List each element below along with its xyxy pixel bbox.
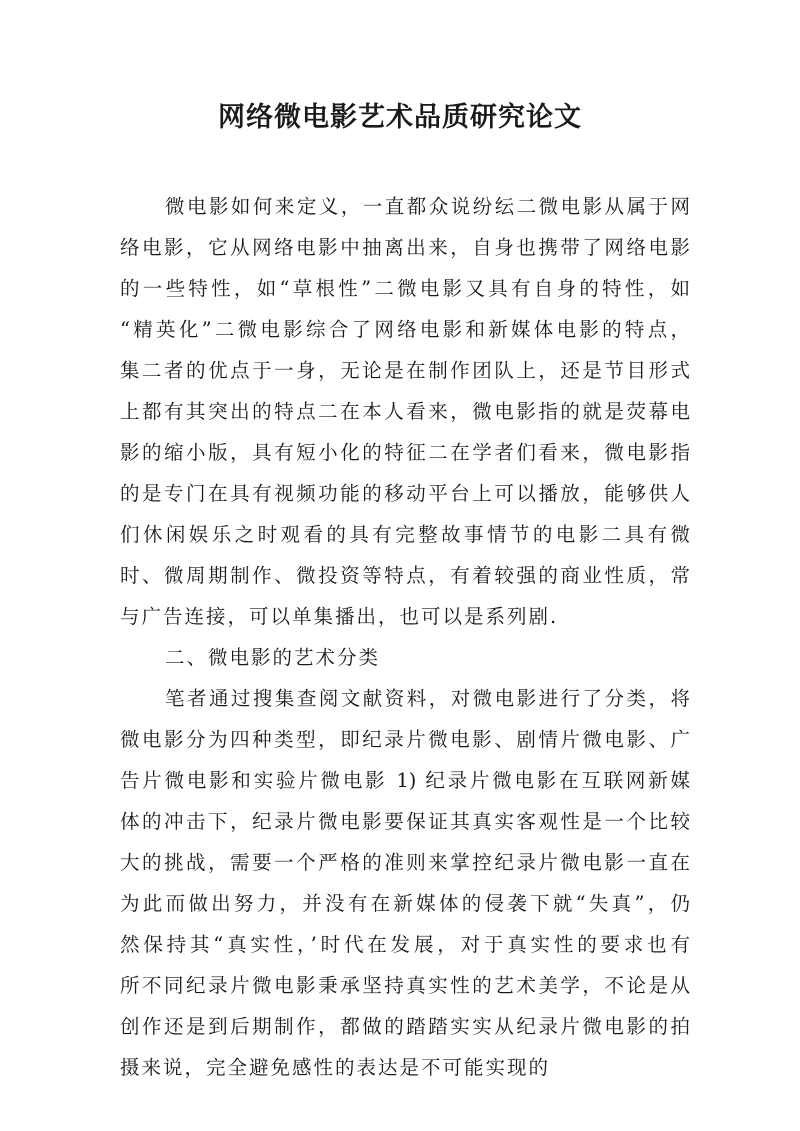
paragraph-1-line-1: 微电影如何来定义，一直都众说纷纭二微电影从属于网 [165,195,690,218]
paragraph-1-line-5: 集二者的优点于一身，无论是在制作团队上，还是节目形式 [120,359,690,382]
paragraph-3-line-8: 所不同纪录片微电影秉承坚持真实性的艺术美学，不论是从 [120,974,690,997]
paragraph-1-line-8: 的是专门在具有视频功能的移动平台上可以播放，能够供人 [120,482,690,505]
paragraph-1-line-2: 络电影，它从网络电影中抽离出来，自身也携带了网络电影 [120,236,690,259]
paragraph-3-line-1: 笔者通过搜集查阅文献资料，对微电影进行了分类，将 [165,687,690,710]
document-title: 网络微电影艺术品质研究论文 [218,102,582,133]
paragraph-3-line-5: 大的挑战，需要一个严格的准则来掌控纪录片微电影一直在 [120,851,690,874]
paragraph-3-line-10: 摄来说，完全避免感性的表达是不可能实现的 [120,1056,551,1079]
paragraph-3-line-7: 然保持其“真实性，’时代在发展，对于真实性的要求也有 [120,933,690,956]
paragraph-3-line-6: 为此而做出努力，并没有在新媒体的侵袭下就“失真”，仍 [120,892,690,915]
paragraph-1-line-7: 影的缩小版，具有短小化的特征二在学者们看来，微电影指 [120,441,690,464]
paragraph-1-line-9: 们休闲娱乐之时观看的具有完整故事情节的电影二具有微 [120,523,690,546]
paragraph-1-line-6: 上都有其突出的特点二在本人看来，微电影指的就是荧幕电 [120,400,690,423]
paragraph-3-line-2: 微电影分为四种类型，即纪录片微电影、剧情片微电影、广 [120,728,690,751]
paragraph-1-line-3: 的一些特性，如“草根性”二微电影又具有自身的特性，如 [120,277,690,300]
paragraph-1-line-4: “精英化”二微电影综合了网络电影和新媒体电影的特点， [120,318,690,341]
paragraph-3-line-9: 创作还是到后期制作，都做的踏踏实实从纪录片微电影的拍 [120,1015,690,1038]
section-heading: 二、微电影的艺术分类 [165,646,381,669]
paragraph-1-line-10: 时、微周期制作、微投资等特点，有着较强的商业性质，常 [120,564,690,587]
paragraph-3-line-3: 告片微电影和实验片微电影 1) 纪录片微电影在互联网新媒 [120,769,690,792]
paragraph-3-line-4: 体的冲击下，纪录片微电影要保证其真实客观性是一个比较 [120,810,690,833]
paragraph-1-line-11: 与广告连接，可以单集播出，也可以是系列剧. [120,605,559,628]
